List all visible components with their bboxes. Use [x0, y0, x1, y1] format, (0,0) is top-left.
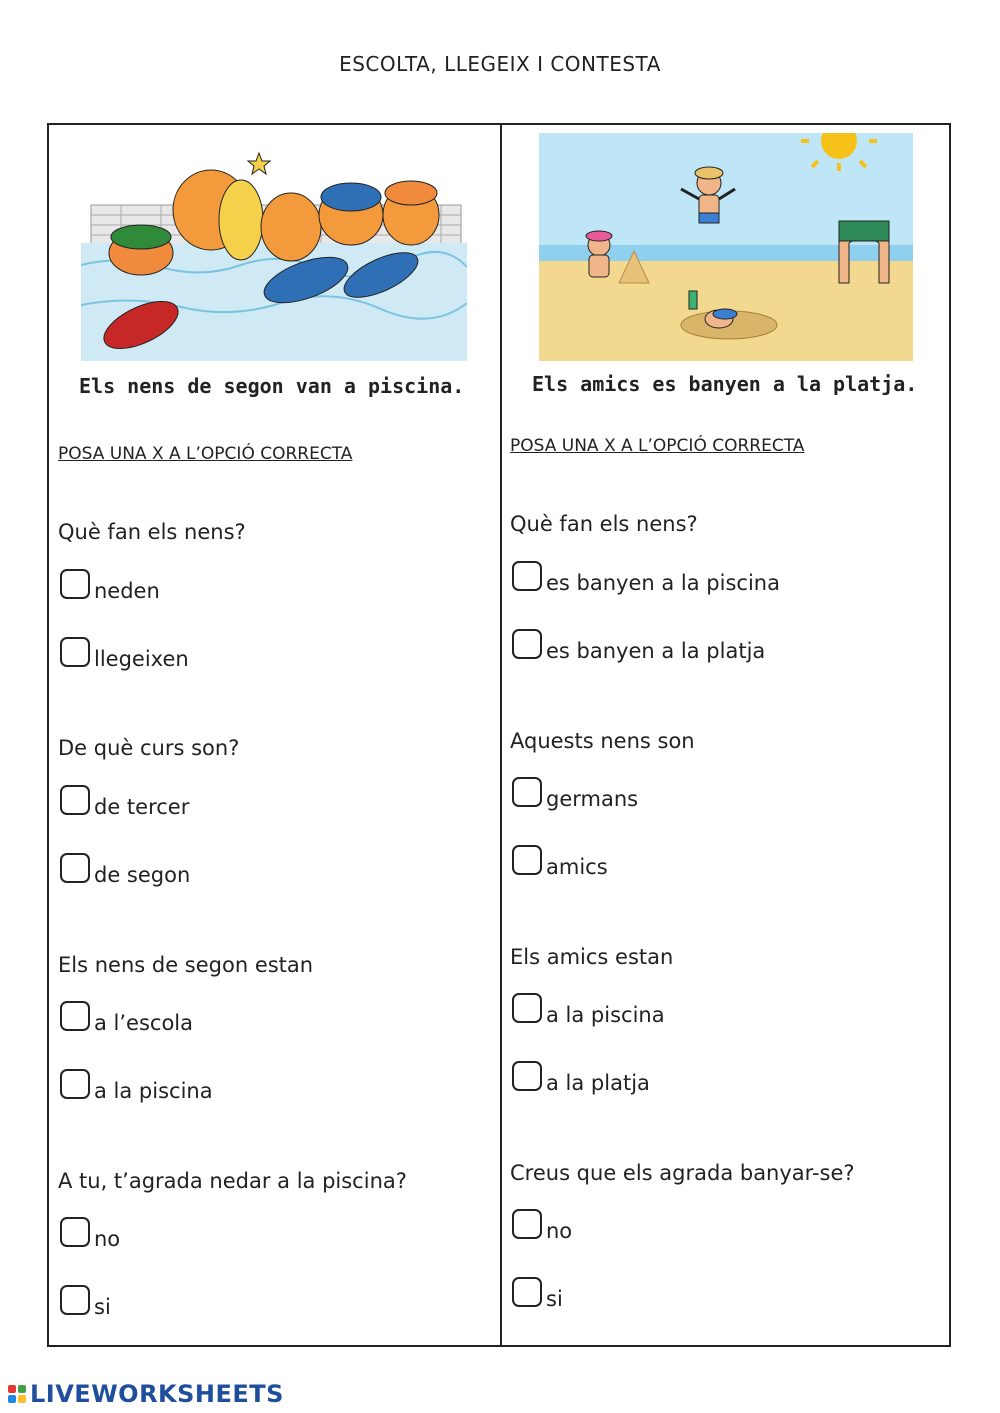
checkbox[interactable] [60, 569, 90, 599]
pool-kids-illustration [81, 135, 467, 361]
left-q3-option-2[interactable] [60, 1069, 213, 1103]
checkbox[interactable] [512, 993, 542, 1023]
left-question-3: Els nens de segon estan [58, 953, 314, 977]
left-q4-option-1[interactable] [60, 1217, 120, 1251]
left-q2-option-1[interactable] [60, 785, 189, 819]
option-label: no [94, 1227, 121, 1251]
left-question-2: De què curs son? [58, 736, 240, 760]
right-column [502, 125, 952, 1345]
left-question-1: Què fan els nens? [58, 520, 246, 544]
left-q1-option-1[interactable] [60, 569, 160, 603]
checkbox[interactable] [60, 853, 90, 883]
checkbox[interactable] [512, 1209, 542, 1239]
checkbox[interactable] [60, 1069, 90, 1099]
right-question-1: Què fan els nens? [510, 512, 698, 536]
checkbox[interactable] [512, 561, 542, 591]
checkbox[interactable] [512, 629, 542, 659]
right-q4-option-2[interactable] [512, 1277, 563, 1311]
option-label: a la piscina [94, 1079, 213, 1103]
option-label: si [94, 1295, 111, 1319]
option-label: neden [94, 579, 160, 603]
option-label: es banyen a la platja [546, 639, 766, 663]
checkbox[interactable] [512, 1277, 542, 1307]
option-label: es banyen a la piscina [546, 571, 780, 595]
right-q1-option-2[interactable] [512, 629, 765, 663]
checkbox[interactable] [60, 1001, 90, 1031]
option-label: germans [546, 787, 639, 811]
option-label: llegeixen [94, 647, 189, 671]
worksheet-table [47, 123, 951, 1347]
right-question-4: Creus que els agrada banyar-se? [510, 1161, 855, 1185]
option-label: a la platja [546, 1071, 650, 1095]
right-instruction: POSA UNA X A L’OPCIÓ CORRECTA [510, 436, 805, 456]
left-q2-option-2[interactable] [60, 853, 190, 887]
option-label: no [546, 1219, 573, 1243]
option-label: a l’escola [94, 1011, 194, 1035]
option-label: si [546, 1287, 563, 1311]
right-question-3: Els amics estan [510, 945, 674, 969]
checkbox[interactable] [512, 845, 542, 875]
left-q4-option-2[interactable] [60, 1285, 111, 1319]
checkbox[interactable] [60, 1285, 90, 1315]
right-caption: Els amics es banyen a la platja. [532, 372, 918, 396]
left-column [49, 125, 499, 1345]
checkbox[interactable] [60, 785, 90, 815]
logo-text: LIVEWORKSHEETS [30, 1380, 284, 1408]
left-q1-option-2[interactable] [60, 637, 189, 671]
left-instruction: POSA UNA X A L’OPCIÓ CORRECTA [58, 444, 353, 464]
right-q3-option-1[interactable] [512, 993, 665, 1027]
page-title: ESCOLTA, LLEGEIX I CONTESTA [339, 52, 661, 76]
right-question-2: Aquests nens son [510, 729, 695, 753]
option-label: de segon [94, 863, 191, 887]
checkbox[interactable] [60, 637, 90, 667]
left-q3-option-1[interactable] [60, 1001, 193, 1035]
right-q1-option-1[interactable] [512, 561, 780, 595]
option-label: amics [546, 855, 608, 879]
checkbox[interactable] [512, 1061, 542, 1091]
right-q2-option-2[interactable] [512, 845, 608, 879]
option-label: de tercer [94, 795, 190, 819]
logo-icon [8, 1385, 26, 1403]
checkbox[interactable] [60, 1217, 90, 1247]
right-q2-option-1[interactable] [512, 777, 638, 811]
left-caption: Els nens de segon van a piscina. [79, 374, 465, 398]
beach-kids-illustration [539, 133, 913, 361]
right-q4-option-1[interactable] [512, 1209, 572, 1243]
liveworksheets-logo [8, 1380, 284, 1408]
option-label: a la piscina [546, 1003, 665, 1027]
right-q3-option-2[interactable] [512, 1061, 650, 1095]
left-question-4: A tu, t’agrada nedar a la piscina? [58, 1169, 407, 1193]
checkbox[interactable] [512, 777, 542, 807]
